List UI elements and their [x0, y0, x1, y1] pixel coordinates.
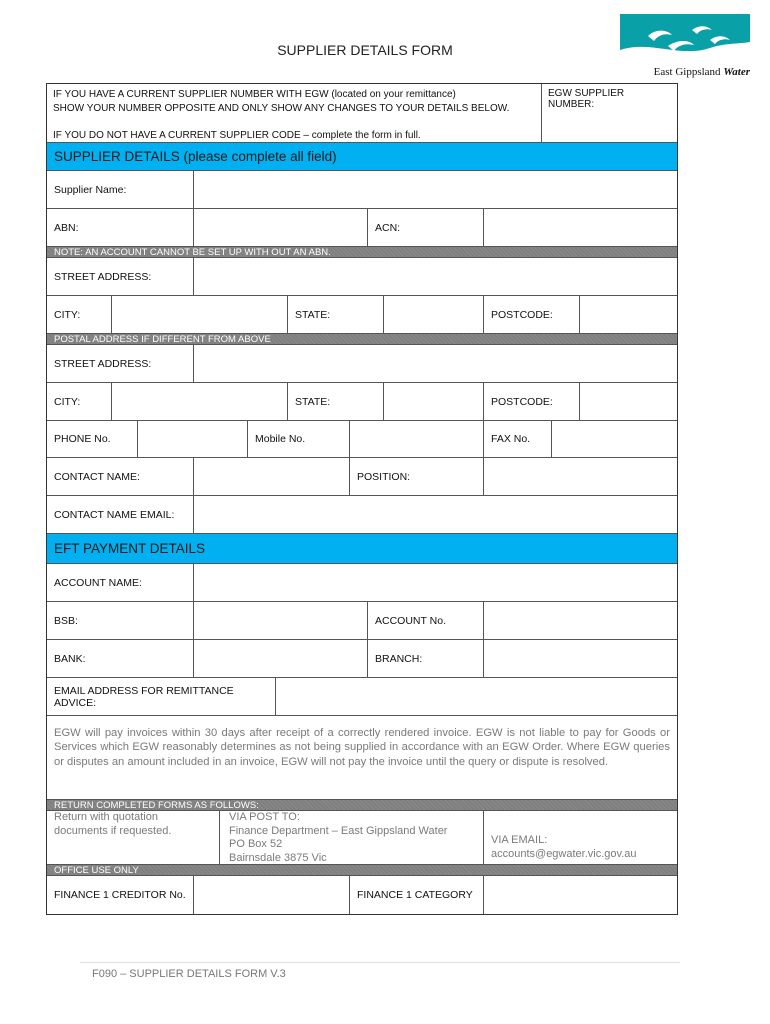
postcode-label: POSTCODE: — [483, 296, 579, 333]
bank-label: BANK: — [54, 652, 86, 665]
finance-creditor-input[interactable] — [193, 876, 349, 914]
abn-row — [47, 209, 677, 247]
postal-address-note-text: POSTAL ADDRESS IF DIFFERENT FROM ABOVE — [54, 333, 271, 345]
abn-note-text: NOTE: AN ACCOUNT CANNOT BE SET UP WITH OUT AN ABN. — [54, 246, 331, 258]
postal-city-input[interactable] — [111, 383, 287, 420]
acn-label: ACN: — [367, 209, 483, 246]
remittance-email-input[interactable] — [275, 678, 677, 715]
fax-label: FAX No. — [483, 421, 551, 457]
remittance-email-label: EMAIL ADDRESS FOR REMITTANCE ADVICE: — [54, 684, 234, 709]
contact-name-input[interactable] — [193, 458, 349, 495]
finance-category-label: FINANCE 1 CATEGORY — [349, 876, 483, 914]
account-name-input[interactable] — [193, 564, 677, 601]
contact-email-label: CONTACT NAME EMAIL: — [54, 508, 175, 521]
bsb-label: BSB: — [54, 614, 78, 627]
postal-city-row — [47, 383, 677, 421]
street-address-input[interactable] — [193, 258, 677, 295]
state-label: STATE: — [287, 296, 383, 333]
intro-row — [47, 84, 677, 143]
office-use-heading-text: OFFICE USE ONLY — [54, 864, 139, 876]
position-label: POSITION: — [349, 458, 483, 495]
account-name-row — [47, 564, 677, 602]
account-no-input[interactable] — [483, 602, 677, 639]
return-via-post: VIA POST TO: Finance Department – East Gippsland Water PO Box 52 Bairnsdale 3875 Vic — [219, 811, 483, 864]
abn-label: ABN: — [54, 221, 79, 234]
supplier-form — [46, 83, 678, 915]
supplier-name-input[interactable] — [193, 171, 677, 208]
abn-note — [47, 247, 677, 258]
fax-input[interactable] — [551, 421, 677, 457]
egw-logo — [620, 14, 750, 78]
contact-row — [47, 458, 677, 496]
finance-creditor-label: FINANCE 1 CREDITOR No. — [54, 889, 186, 901]
footer-divider — [80, 962, 680, 963]
city-row — [47, 296, 677, 334]
finance-category-input[interactable] — [483, 876, 677, 914]
bank-row — [47, 640, 677, 678]
postal-street-label: STREET ADDRESS: — [54, 357, 152, 370]
postal-state-input[interactable] — [383, 383, 483, 420]
state-input[interactable] — [383, 296, 483, 333]
postal-city-label: CITY: — [54, 395, 81, 408]
water-wave-icon — [620, 14, 750, 64]
city-input[interactable] — [111, 296, 287, 333]
accounts-email-link[interactable]: accounts@egwater.vic.gov.au — [491, 847, 637, 860]
supplier-section-header — [47, 143, 677, 171]
branch-label: BRANCH: — [367, 640, 483, 677]
postal-address-note — [47, 334, 677, 345]
abn-input[interactable] — [193, 209, 367, 246]
remittance-email-row — [47, 678, 677, 716]
bsb-row — [47, 602, 677, 640]
mobile-input[interactable] — [349, 421, 483, 457]
egw-supplier-number-field[interactable] — [541, 84, 677, 142]
form-footer: F090 – SUPPLIER DETAILS FORM V.3 — [92, 968, 286, 980]
position-input[interactable] — [483, 458, 677, 495]
finance-row — [47, 876, 677, 914]
phone-row — [47, 421, 677, 458]
postal-postcode-input[interactable] — [579, 383, 677, 420]
contact-email-row — [47, 496, 677, 534]
return-forms-heading-text: RETURN COMPLETED FORMS AS FOLLOWS: — [54, 799, 259, 811]
return-details-row — [47, 811, 677, 865]
return-via-email: VIA EMAIL: accounts@egwater.vic.gov.au — [483, 811, 677, 864]
acn-input[interactable] — [483, 209, 677, 246]
return-with-quotation: Return with quotation documents if requested. — [54, 811, 172, 837]
egw-supplier-number-label: EGW SUPPLIER NUMBER: — [548, 88, 625, 110]
page-title: SUPPLIER DETAILS FORM — [277, 42, 453, 58]
account-no-label: ACCOUNT No. — [367, 602, 483, 639]
contact-email-input[interactable] — [193, 496, 677, 533]
postal-street-row — [47, 345, 677, 383]
postal-postcode-label: POSTCODE: — [483, 383, 579, 420]
payment-terms: EGW will pay invoices within 30 days after receipt of a correctly rendered invoice. EGW is not liable to pay for Goods or Services which EGW reasonably determines as not being supplied in accordance with an EGW Order. Where EGW queries or disputes an amount included in an invoice, EGW will not pay the invoice until the query or dispute is resolved. — [47, 716, 677, 800]
postcode-input[interactable] — [579, 296, 677, 333]
return-forms-heading — [47, 800, 677, 811]
supplier-section-title: SUPPLIER DETAILS (please complete all field) — [54, 149, 337, 164]
street-address-label: STREET ADDRESS: — [54, 270, 152, 283]
eft-section-title: EFT PAYMENT DETAILS — [54, 541, 206, 556]
supplier-name-label: Supplier Name: — [54, 183, 127, 196]
phone-label: PHONE No. — [54, 433, 111, 445]
eft-section-header — [47, 534, 677, 564]
logo-text: East Gippsland Water — [653, 66, 750, 78]
account-name-label: ACCOUNT NAME: — [54, 576, 142, 589]
supplier-name-row — [47, 171, 677, 209]
bank-input[interactable] — [193, 640, 367, 677]
postal-street-input[interactable] — [193, 345, 677, 382]
bsb-input[interactable] — [193, 602, 367, 639]
city-label: CITY: — [54, 308, 81, 321]
office-use-heading — [47, 865, 677, 876]
contact-name-label: CONTACT NAME: — [54, 470, 140, 483]
phone-input[interactable] — [137, 421, 247, 457]
postal-state-label: STATE: — [287, 383, 383, 420]
intro-text: IF YOU HAVE A CURRENT SUPPLIER NUMBER WITH EGW (located on your remittance) SHOW YOUR NUMBER OPPOSITE AND ONLY SHOW ANY CHANGES TO YOUR DETAILS BELOW. IF YOU DO NOT HAVE A CURRENT SUPPLIER CODE – complete the form in full. — [53, 89, 510, 141]
street-address-row — [47, 258, 677, 296]
branch-input[interactable] — [483, 640, 677, 677]
mobile-label: Mobile No. — [247, 421, 349, 457]
